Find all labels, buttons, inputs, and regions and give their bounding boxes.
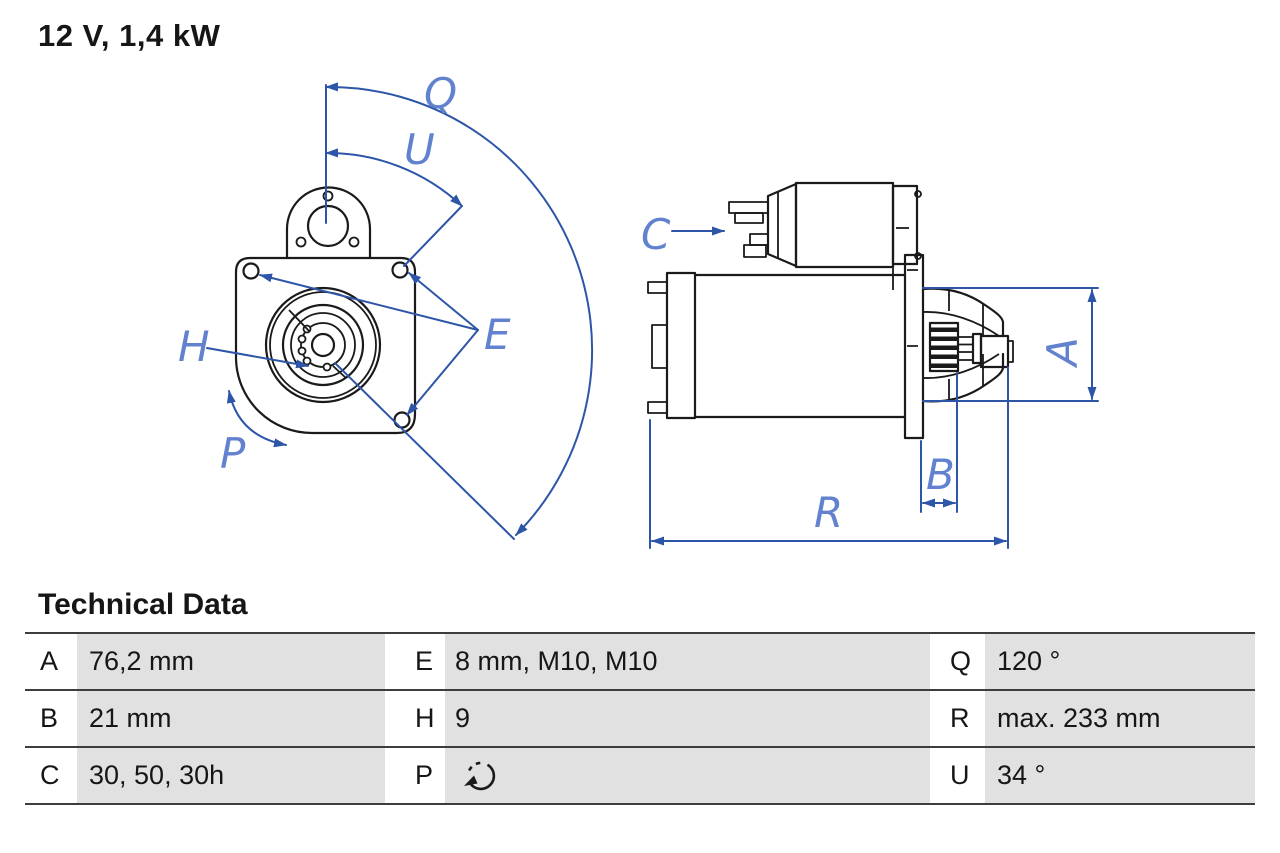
radial-line-u <box>404 207 461 266</box>
param-value-icon <box>445 748 930 803</box>
tab-small-hole-top <box>324 192 333 201</box>
param-value: max. 233 mm <box>985 691 1255 746</box>
angle-arc-q <box>326 87 592 535</box>
side-view-dimensions <box>641 210 1098 548</box>
param-key: C <box>25 748 77 803</box>
param-value: 30, 50, 30h <box>77 748 385 803</box>
end-cap-tab-top <box>648 282 667 293</box>
param-value: 76,2 mm <box>77 634 385 689</box>
shaft-center-hole <box>312 334 334 356</box>
dim-label-h: H <box>178 322 210 371</box>
mount-hole-top-left <box>244 264 259 279</box>
param-value: 34 ° <box>985 748 1255 803</box>
param-key: R <box>930 691 985 746</box>
shaft-sleeve-lines <box>958 345 973 353</box>
dim-label-c: C <box>641 210 671 259</box>
table-row <box>25 691 1255 748</box>
param-value: 9 <box>445 691 930 746</box>
terminal-stud <box>750 234 768 245</box>
dim-label-a: A <box>1038 337 1087 366</box>
mounting-tab-outline <box>287 188 370 259</box>
end-cap-tab-bottom <box>648 402 667 413</box>
param-key: Q <box>930 634 985 689</box>
front-body-outline <box>236 258 415 433</box>
pinion-tooth-band <box>930 346 958 351</box>
param-key: E <box>385 634 445 689</box>
radial-line-q <box>335 363 514 539</box>
param-key: U <box>930 748 985 803</box>
dim-label-r: R <box>814 488 844 537</box>
param-key: A <box>25 634 77 689</box>
dim-label-p: P <box>220 429 246 478</box>
terminal-stud <box>735 213 763 223</box>
front-view-drawing <box>236 188 415 434</box>
pinion-tooth-band <box>930 355 958 360</box>
dim-label-e: E <box>484 310 511 359</box>
end-cap-boss <box>652 325 667 368</box>
table-row <box>25 748 1255 805</box>
shaft-sleeve <box>958 337 973 360</box>
front-view-dimensions <box>178 69 592 539</box>
gear-tooth <box>304 358 311 365</box>
dim-label-u: U <box>404 125 435 174</box>
pinion-tooth-band <box>930 328 958 333</box>
terminal-stud <box>729 202 768 213</box>
rotation-direction-icon <box>461 756 501 796</box>
dim-label-q: Q <box>424 69 458 118</box>
solenoid-cap <box>768 184 796 266</box>
gear-tooth <box>299 348 306 355</box>
tab-small-hole-right <box>350 238 359 247</box>
param-key: B <box>25 691 77 746</box>
param-value: 21 mm <box>77 691 385 746</box>
side-view-drawing <box>648 183 1013 438</box>
flange-ticks <box>907 270 918 346</box>
page-title: 12 V, 1,4 kW <box>38 18 221 53</box>
tab-small-hole-left <box>297 238 306 247</box>
angle-arc-u <box>326 153 462 206</box>
param-key: H <box>385 691 445 746</box>
pinion-tooth-band <box>930 337 958 342</box>
param-value: 120 ° <box>985 634 1255 689</box>
motor-body-edges <box>695 275 905 417</box>
tab-center-hole <box>308 206 348 246</box>
table-row <box>25 634 1255 691</box>
shaft-tip <box>1008 341 1013 362</box>
motor-end-cap <box>667 273 695 418</box>
terminal-stud <box>744 245 766 257</box>
shaft-collar <box>973 334 981 363</box>
gear-tooth <box>299 336 306 343</box>
solenoid-end <box>893 186 917 264</box>
param-key: P <box>385 748 445 803</box>
leader-e-bottom-right <box>407 330 478 415</box>
gear-tooth <box>324 364 331 371</box>
param-value: 8 mm, M10, M10 <box>445 634 930 689</box>
boss-outer-inner-circle <box>270 292 376 398</box>
dim-label-b: B <box>926 450 955 499</box>
pinion-tooth-band <box>930 364 958 369</box>
technical-data-table <box>25 632 1255 805</box>
table-heading: Technical Data <box>38 588 248 621</box>
solenoid-body <box>796 183 893 267</box>
